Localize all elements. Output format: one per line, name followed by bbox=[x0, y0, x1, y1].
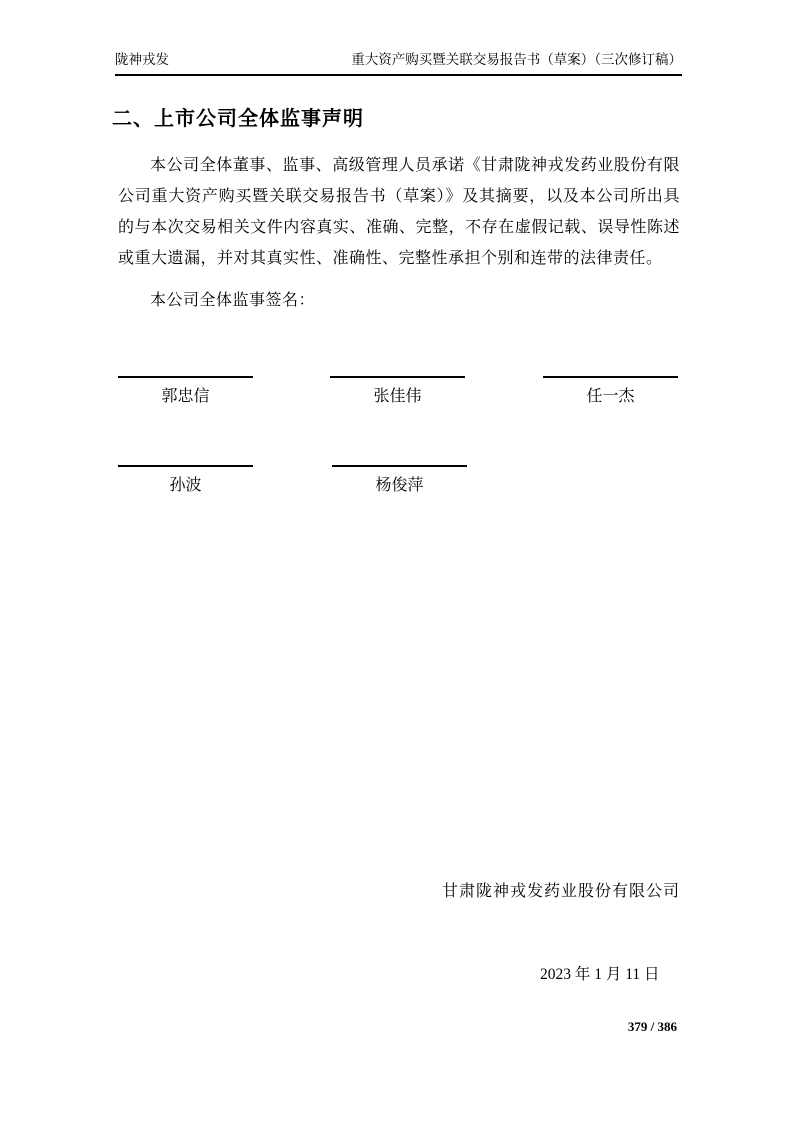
signature-block bbox=[543, 376, 678, 406]
signature-section-label: 本公司全体监事签名： bbox=[150, 292, 316, 309]
commitment-paragraph: 本公司全体董事、监事、高级管理人员承诺《甘肃陇神戎发药业股份有限公司重大资产购买暨关联交易报告书（草案）》及其摘要，以及本公司所出具的与本次交易相关文件内容真实、准确、完整，不存在虚假记载、误导性陈述或重大遗漏，并对其真实性、准确性、完整性承担个别和连带的法律责任。 bbox=[118, 157, 680, 267]
signatory-name: 郭忠信 bbox=[161, 388, 210, 405]
signature-block bbox=[330, 376, 465, 406]
signatory-name: 任一杰 bbox=[586, 388, 635, 405]
signatory-name: 杨俊萍 bbox=[375, 477, 424, 494]
signature-block bbox=[118, 376, 253, 406]
company-name: 甘肃陇神戎发药业股份有限公司 bbox=[441, 883, 680, 900]
page-header bbox=[115, 48, 682, 76]
signature-block bbox=[332, 465, 467, 495]
document-date: 2023 年 1 月 11 日 bbox=[540, 966, 660, 983]
header-report-title: 重大资产购买暨关联交易报告书（草案）（三次修订稿） bbox=[351, 52, 682, 67]
header-short-title: 陇神戎发 bbox=[115, 52, 169, 67]
section-title: 二、上市公司全体监事声明 bbox=[112, 108, 364, 130]
page-number: 379 / 386 bbox=[627, 1019, 677, 1034]
signatory-name: 张佳伟 bbox=[373, 388, 422, 405]
signatory-name: 孙波 bbox=[169, 477, 202, 494]
signature-block bbox=[118, 465, 253, 495]
